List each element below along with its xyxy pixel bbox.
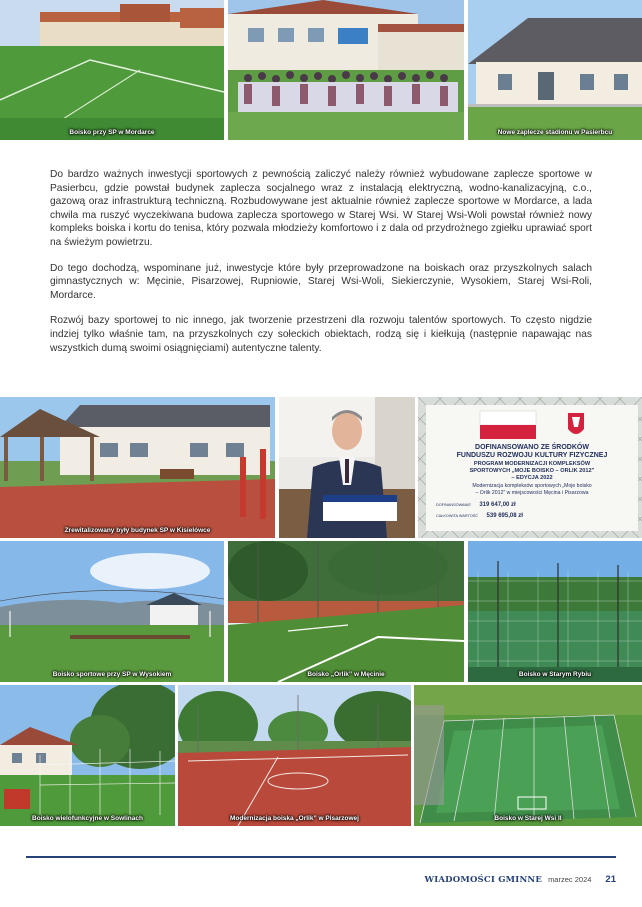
sign-value: 539 695,08 zł [486, 513, 523, 519]
article-body [50, 168, 592, 367]
photo-zaplecze-pasierbiec [468, 0, 642, 140]
photo-caption: Modernizacja boiska „Orlik” w Pisarzowej [230, 815, 359, 822]
sign-label: DOFINANSOWANIE [436, 503, 471, 507]
photo-group-school [228, 0, 464, 140]
paragraph: Rozwój bazy sportowej to nic innego, jak tworzenie przestrzeni dla rozwoju talentów sportowych. To często nigdzie indziej tylko właśnie tam, na przyszkolnych czy sołeckich obiektach, rodzą się i kiełkują (następnie napawając nas wszystkich dumą swoimi osiągnięciami) autentyczne talenty. [50, 315, 592, 354]
sign-amounts [428, 498, 636, 520]
paragraph: Do tego dochodzą, wspominane już, inwestycje które były przeprowadzone na boiskach oraz przyszkolnych salach gimnastycznych w: Męcinie, Pisarzowej, Rupniowie, Starej Wsi-Woli, Siekierczynie, Wysokiem, Starej Wsi-Roli, Mordarce. [50, 262, 592, 301]
sign-description: – Orlik 2012” w miejscowości Męcina i Pisarzowa [475, 489, 589, 496]
sign-program: PROGRAM MODERNIZACJI KOMPLEKSÓW [473, 461, 591, 467]
photo-building-icon [0, 397, 275, 538]
photo-caption: Boisko „Orlik” w Męcinie [307, 671, 385, 678]
photo-mayor-cheque [279, 397, 415, 538]
photo-caption: Boisko w Starym Rybiu [518, 671, 592, 678]
photo-field-icon [178, 685, 411, 826]
photo-boisko-mordarka [0, 0, 224, 140]
photo-caption: Zrewitalizowany były budynek SP w Kisielówce [64, 527, 211, 534]
photo-caption: Boisko wielofunkcyjne w Sowlinach [32, 815, 143, 822]
sign-program: SPORTOWYCH „MOJE BOISKO – ORLIK 2012” [469, 468, 595, 474]
photo-field-icon [228, 541, 464, 682]
photo-field-icon [0, 685, 175, 826]
photo-group-icon [228, 0, 464, 140]
sign-value: 319 647,00 zł [479, 502, 516, 508]
page-footer [424, 874, 616, 885]
photo-sign-funding [418, 397, 642, 538]
sign-amount-row [436, 509, 636, 520]
photo-field-icon [414, 685, 642, 826]
sign-amount-row [436, 498, 636, 509]
photo-boisko-sowliny [0, 685, 175, 826]
issue-date: marzec 2024 [548, 875, 592, 884]
magazine-title: WIADOMOŚCI GMINNE [424, 875, 543, 885]
photo-boisko-stary-rybie [468, 541, 642, 682]
sign-label: CAŁKOWITA WARTOŚĆ [436, 514, 479, 518]
photo-budynek-kisielowka [0, 397, 275, 538]
funding-sign [428, 444, 636, 520]
photo-field-icon [0, 541, 224, 682]
sign-description: Modernizacja kompleksów sportowych „Moje boisko [472, 483, 592, 489]
page-number: 21 [605, 874, 616, 885]
sign-title: FUNDUSZU ROZWOJU KULTURY FIZYCZNEJ [456, 452, 608, 459]
photo-orlik-mecina [228, 541, 464, 682]
photo-person-icon [279, 397, 415, 538]
sign-title: DOFINANSOWANO ZE ŚRODKÓW [475, 444, 589, 451]
footer-divider [26, 856, 616, 858]
sign-program: – EDYCJA 2022 [511, 475, 553, 481]
paragraph: Do bardzo ważnych inwestycji sportowych z pewnością zaliczyć należy również wybudowane zaplecze sportowe w Pasierbcu, gdzie powstał budynek zaplecza socjalnego wraz z instalacją elektryczną, wodno-kanalizacyjną, c.o., gazową oraz infrastrukturą techniczną. Rozbudowywane jest aktualnie również zaplecze sportowe w Mordarce, a lada chwila ma ruszyć wyczekiwana budowa zaplecza sportowego w Starej Wsi. W Starej Wsi-Woli powstał również nowy kompleks boiska i kortu do tenisa, który pozwala młodzieży komfortowo i z dala od przydrożnego zgiełku uprawiać sport na świeżym powietrzu. [50, 169, 592, 248]
photo-orlik-pisarzowa [178, 685, 411, 826]
photo-field-icon [468, 541, 642, 682]
photo-caption: Boisko sportowe przy SP w Wysokiem [52, 671, 172, 678]
photo-building-icon [468, 0, 642, 140]
photo-caption: Boisko w Starej Wsi II [494, 815, 562, 822]
photo-boisko-wysokie [0, 541, 224, 682]
photo-caption: Boisko przy SP w Mordarce [69, 129, 155, 136]
photo-boisko-stara-wies [414, 685, 642, 826]
photo-field-icon [0, 0, 224, 140]
photo-caption: Nowe zaplecze stadionu w Pasierbcu [497, 129, 613, 136]
